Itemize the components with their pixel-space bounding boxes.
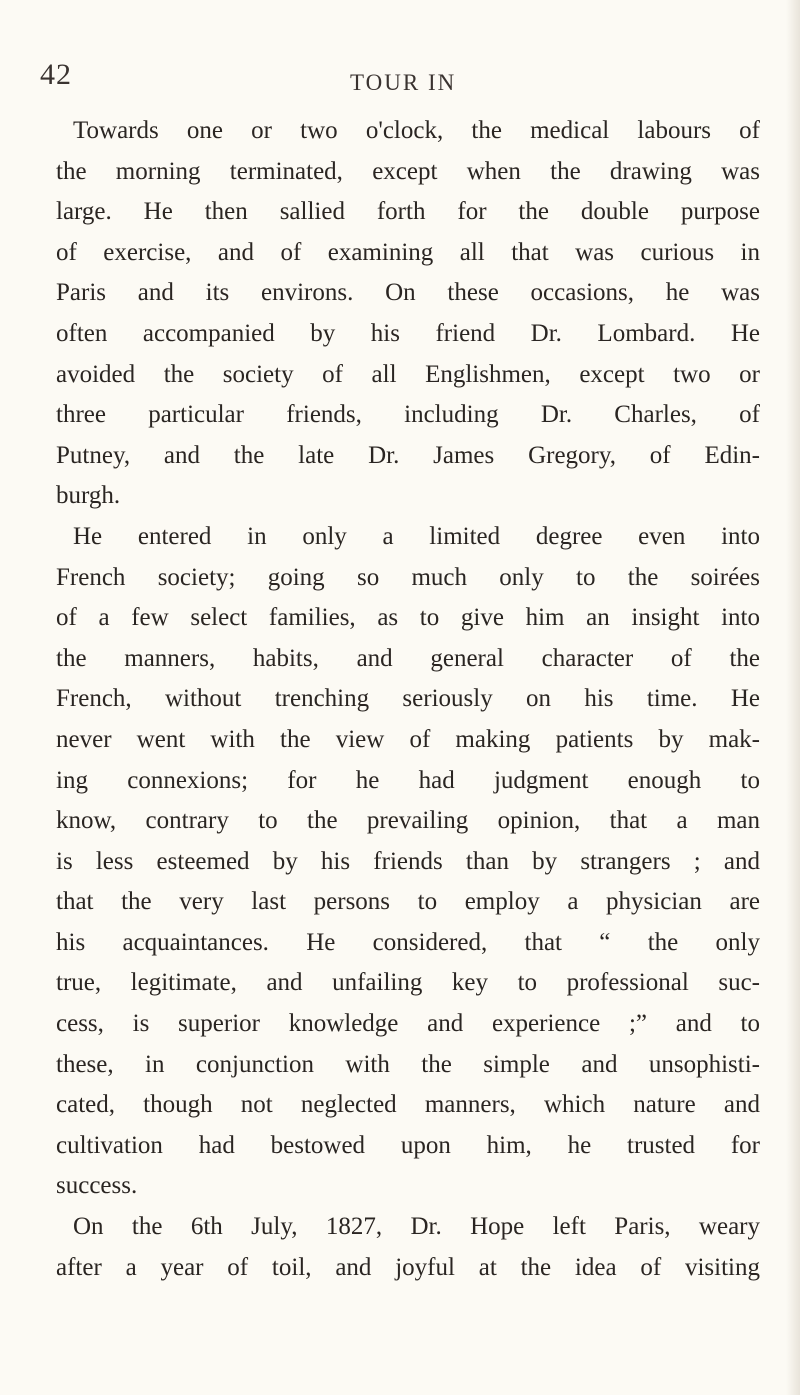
text-line: On the 6th July, 1827, Dr. Hope left Paris, weary	[73, 1213, 760, 1241]
page-edge-shadow	[786, 0, 800, 1395]
text-line: three particular friends, including Dr. Charles, of	[56, 401, 760, 429]
text-line: of a few select families, as to give him an insight into	[56, 604, 760, 632]
text-line: is less esteemed by his friends than by strangers ; and	[56, 847, 760, 875]
text-line: that the very last persons to employ a physician are	[56, 888, 760, 916]
text-line: these, in conjunction with the simple and unsophisti-	[56, 1050, 760, 1078]
text-line: Towards one or two o'clock, the medical labours of	[73, 117, 760, 144]
text-line: the manners, habits, and general character of the	[56, 644, 760, 672]
text-line: French, without trenching seriously on his time. He	[56, 685, 760, 713]
text-line: his acquaintances. He considered, that “ the only	[56, 928, 760, 956]
page-number: 42	[40, 58, 72, 91]
text-line: avoided the society of all Englishmen, except two or	[56, 360, 760, 388]
text-line: ing connexions; for he had judgment enough to	[56, 766, 760, 794]
running-head: TOUR IN	[350, 70, 457, 95]
text-line: large. He then sallied forth for the double purpose	[56, 198, 760, 226]
text-line: of exercise, and of examining all that was curious in	[56, 238, 760, 266]
text-line: burgh.	[56, 482, 121, 510]
text-line: never went with the view of making patients by mak-	[56, 725, 760, 753]
body-text	[56, 111, 760, 1288]
text-line: He entered in only a limited degree even into	[73, 522, 760, 550]
text-line: Putney, and the late Dr. James Gregory, of Edin-	[56, 441, 760, 469]
text-line: cess, is superior knowledge and experience ;” and to	[56, 1010, 760, 1038]
text-line: cultivation had bestowed upon him, he trusted for	[56, 1131, 760, 1159]
text-line: cated, though not neglected manners, which nature and	[56, 1091, 760, 1119]
text-line: after a year of toil, and joyful at the idea of visiting	[56, 1253, 760, 1281]
text-line: true, legitimate, and unfailing key to professional suc-	[56, 969, 760, 997]
text-line: Paris and its environs. On these occasions, he was	[56, 279, 760, 307]
text-line: French society; going so much only to the soirées	[56, 563, 760, 591]
text-line: the morning terminated, except when the drawing was	[56, 157, 760, 185]
text-line: often accompanied by his friend Dr. Lombard. He	[56, 319, 760, 347]
text-line: success.	[56, 1172, 138, 1200]
text-line: know, contrary to the prevailing opinion, that a man	[56, 807, 760, 835]
